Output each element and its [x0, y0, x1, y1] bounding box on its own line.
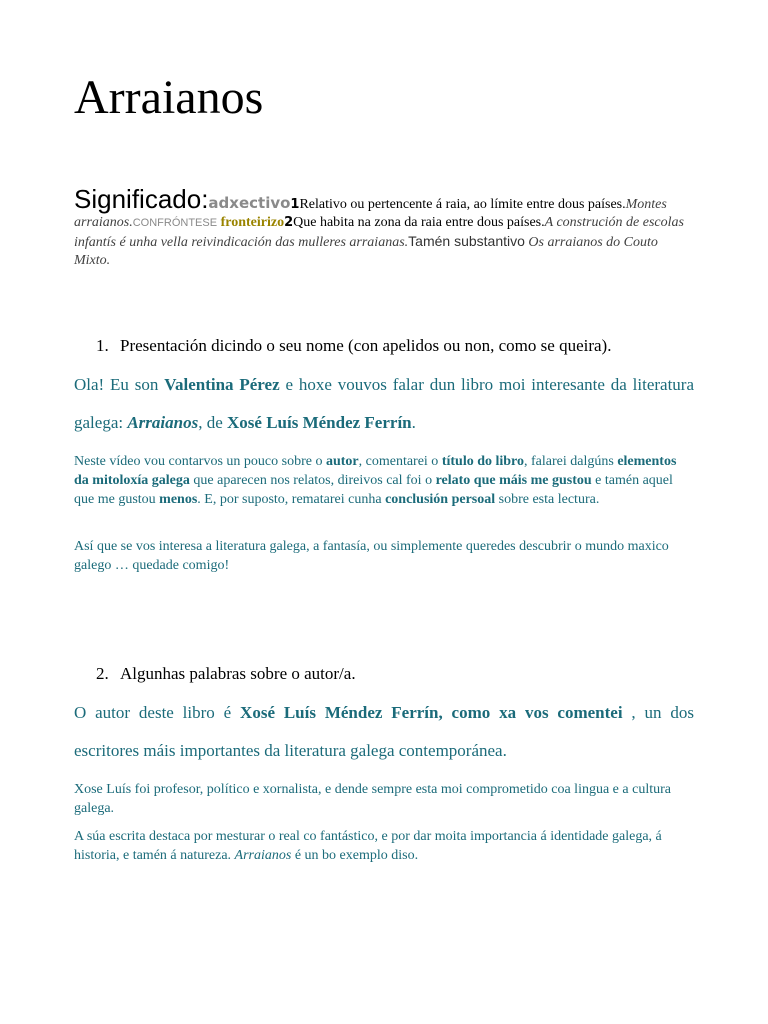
section-1-intro — [74, 366, 694, 442]
sense-2-example: A construción de escolas infantís é unha vella reivindicación das mulleres arraianas. — [74, 215, 684, 250]
page-title: Arraianos — [74, 71, 264, 124]
section-2-paragraph-3: A súa escrita destaca por mesturar o real co fantástico, e por dar moita importancia á identidade galega, á historia, e tamén á natureza. Arraianos é un bo exemplo diso. — [74, 829, 662, 863]
section-1-paragraph-3: Así que se vos interesa a literatura galega, a fantasía, ou simplemente queredes descubrir o mundo maxico galego … quedade comigo! — [74, 539, 669, 573]
sense-number-1: 1 — [290, 197, 300, 212]
intro-text: e hoxe vouvos falar dun libro moi interesante da literatura galega: — [74, 375, 694, 432]
section-2-number: 2. — [96, 664, 109, 683]
section-1-number: 1. — [96, 336, 109, 355]
section-2-heading — [96, 663, 356, 685]
sense-1-example: Montes arraianos. — [74, 197, 667, 230]
book-title: Arraianos — [234, 848, 292, 863]
presenter-name: Valentina Pérez — [164, 375, 280, 394]
sense-number-2: 2 — [284, 215, 294, 230]
section-1-paragraph-2: Neste vídeo vou contarvos un pouco sobre o autor, comentarei o título do libro, falarei dalgúns elementos da mitoloxía galega que aparecen nos relatos, direivos cal foi o relato que máis me gustou e tamén aquel que me gustou menos. E, por suposto, rematarei cunha conclusión persoal sobre esta lectura. — [74, 454, 677, 507]
section-2-paragraph-2: Xose Luís foi profesor, político e xornalista, e dende sempre esta moi comprometido coa lingua e a cultura galega. — [74, 782, 671, 816]
intro-text: . — [411, 413, 416, 432]
sense-3-example: Os arraianos do Couto Mixto. — [74, 235, 658, 268]
intro-text: Ola! Eu son — [74, 375, 165, 394]
section-1-heading-text: Presentación dicindo o seu nome (con apelidos ou non, como se queira). — [120, 336, 612, 355]
part-of-speech: adxectivo — [208, 194, 291, 212]
confronte-link[interactable]: fronteirizo — [220, 215, 285, 230]
sense-1-text: Relativo ou pertencente á raia, ao límite entre dous países. — [299, 197, 626, 212]
section-2-heading-text: Algunhas palabras sobre o autor/a. — [120, 664, 356, 683]
author-name: Xosé Luís Méndez Ferrín, como xa vos comentei — [240, 703, 623, 722]
intro-text: , de — [198, 413, 228, 432]
sense-2-text: Que habita na zona da raia entre dous países. — [293, 215, 545, 230]
section-2-intro: O autor deste libro é Xosé Luís Méndez Ferrín, como xa vos comentei , un dos escritores máis importantes da literatura galega contemporánea. — [74, 703, 694, 760]
author-name: Xosé Luís Méndez Ferrín — [227, 413, 412, 432]
tamen-label: Tamén substantivo — [408, 233, 525, 249]
section-1-heading — [96, 335, 611, 357]
definition-label: Significado: — [74, 184, 209, 214]
book-title: Arraianos — [127, 413, 199, 432]
definition-block — [74, 186, 694, 270]
confronte-label: CONFRÓNTESE — [132, 217, 218, 229]
